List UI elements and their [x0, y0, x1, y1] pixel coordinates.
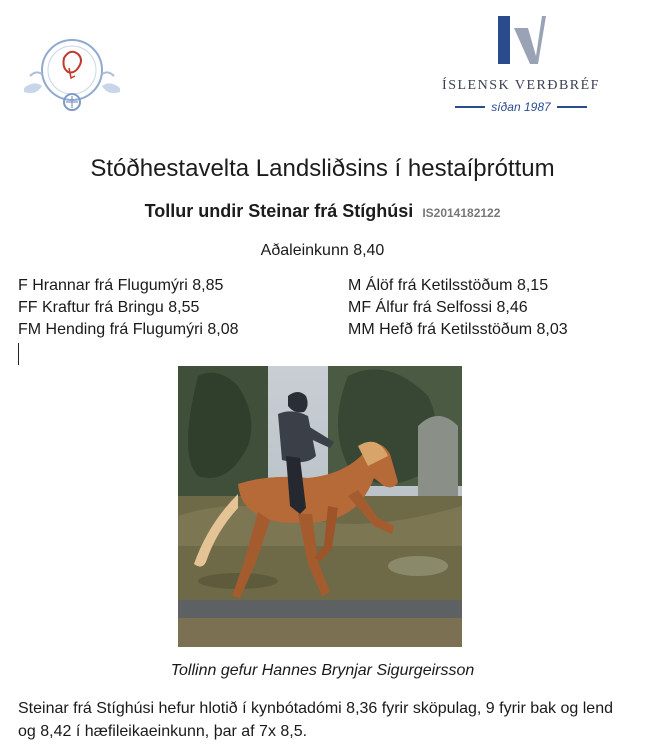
brand-name: ÍSLENSK VERÐBRÉF: [442, 78, 600, 93]
landsliðs-seal-icon: [16, 28, 128, 120]
pedigree-row: MM Hefð frá Ketilsstöðum 8,03: [348, 321, 568, 338]
text-cursor: [18, 343, 19, 365]
horse-title: Tollur undir Steinar frá Stíghúsi: [144, 201, 414, 221]
main-score: Aðaleinkunn 8,40: [260, 242, 385, 259]
pedigree-row: F Hrannar frá Flugumýri 8,85: [18, 277, 224, 294]
horse-rider-image: [178, 366, 462, 647]
body-paragraph: Steinar frá Stíghúsi hefur hlotið í kynbótadómi 8,36 fyrir sköpulag, 9 fyrir bak og lend og 8,42 í hæfileikaeinkunn, þar af 7x 8,5.: [18, 700, 613, 740]
landssamband-logo: [16, 28, 128, 120]
brand-since: síðan 1987: [491, 100, 551, 114]
horse-title-row: [0, 201, 645, 222]
brand-since-row: [436, 100, 606, 114]
document-title: Stóðhestavelta Landsliðsins í hestaíþróttum: [90, 155, 555, 182]
islensk-verdbref-logo: [436, 14, 606, 126]
registration-number: IS2014182122: [422, 206, 501, 220]
brand-line-right: [557, 106, 587, 108]
horse-rider-photo: [178, 366, 462, 647]
pedigree-row: MF Álfur frá Selfossi 8,46: [348, 299, 528, 316]
pedigree-row: FM Hending frá Flugumýri 8,08: [18, 321, 239, 338]
iv-mark-icon: [494, 14, 548, 68]
pedigree-row: FF Kraftur frá Bringu 8,55: [18, 299, 200, 316]
pedigree-sire-side: [18, 275, 239, 341]
pedigree-row: M Álöf frá Ketilsstöðum 8,15: [348, 277, 549, 294]
pedigree-dam-side: [348, 275, 568, 341]
brand-line-left: [455, 106, 485, 108]
photo-caption: Tollinn gefur Hannes Brynjar Sigurgeirsson: [170, 662, 475, 679]
